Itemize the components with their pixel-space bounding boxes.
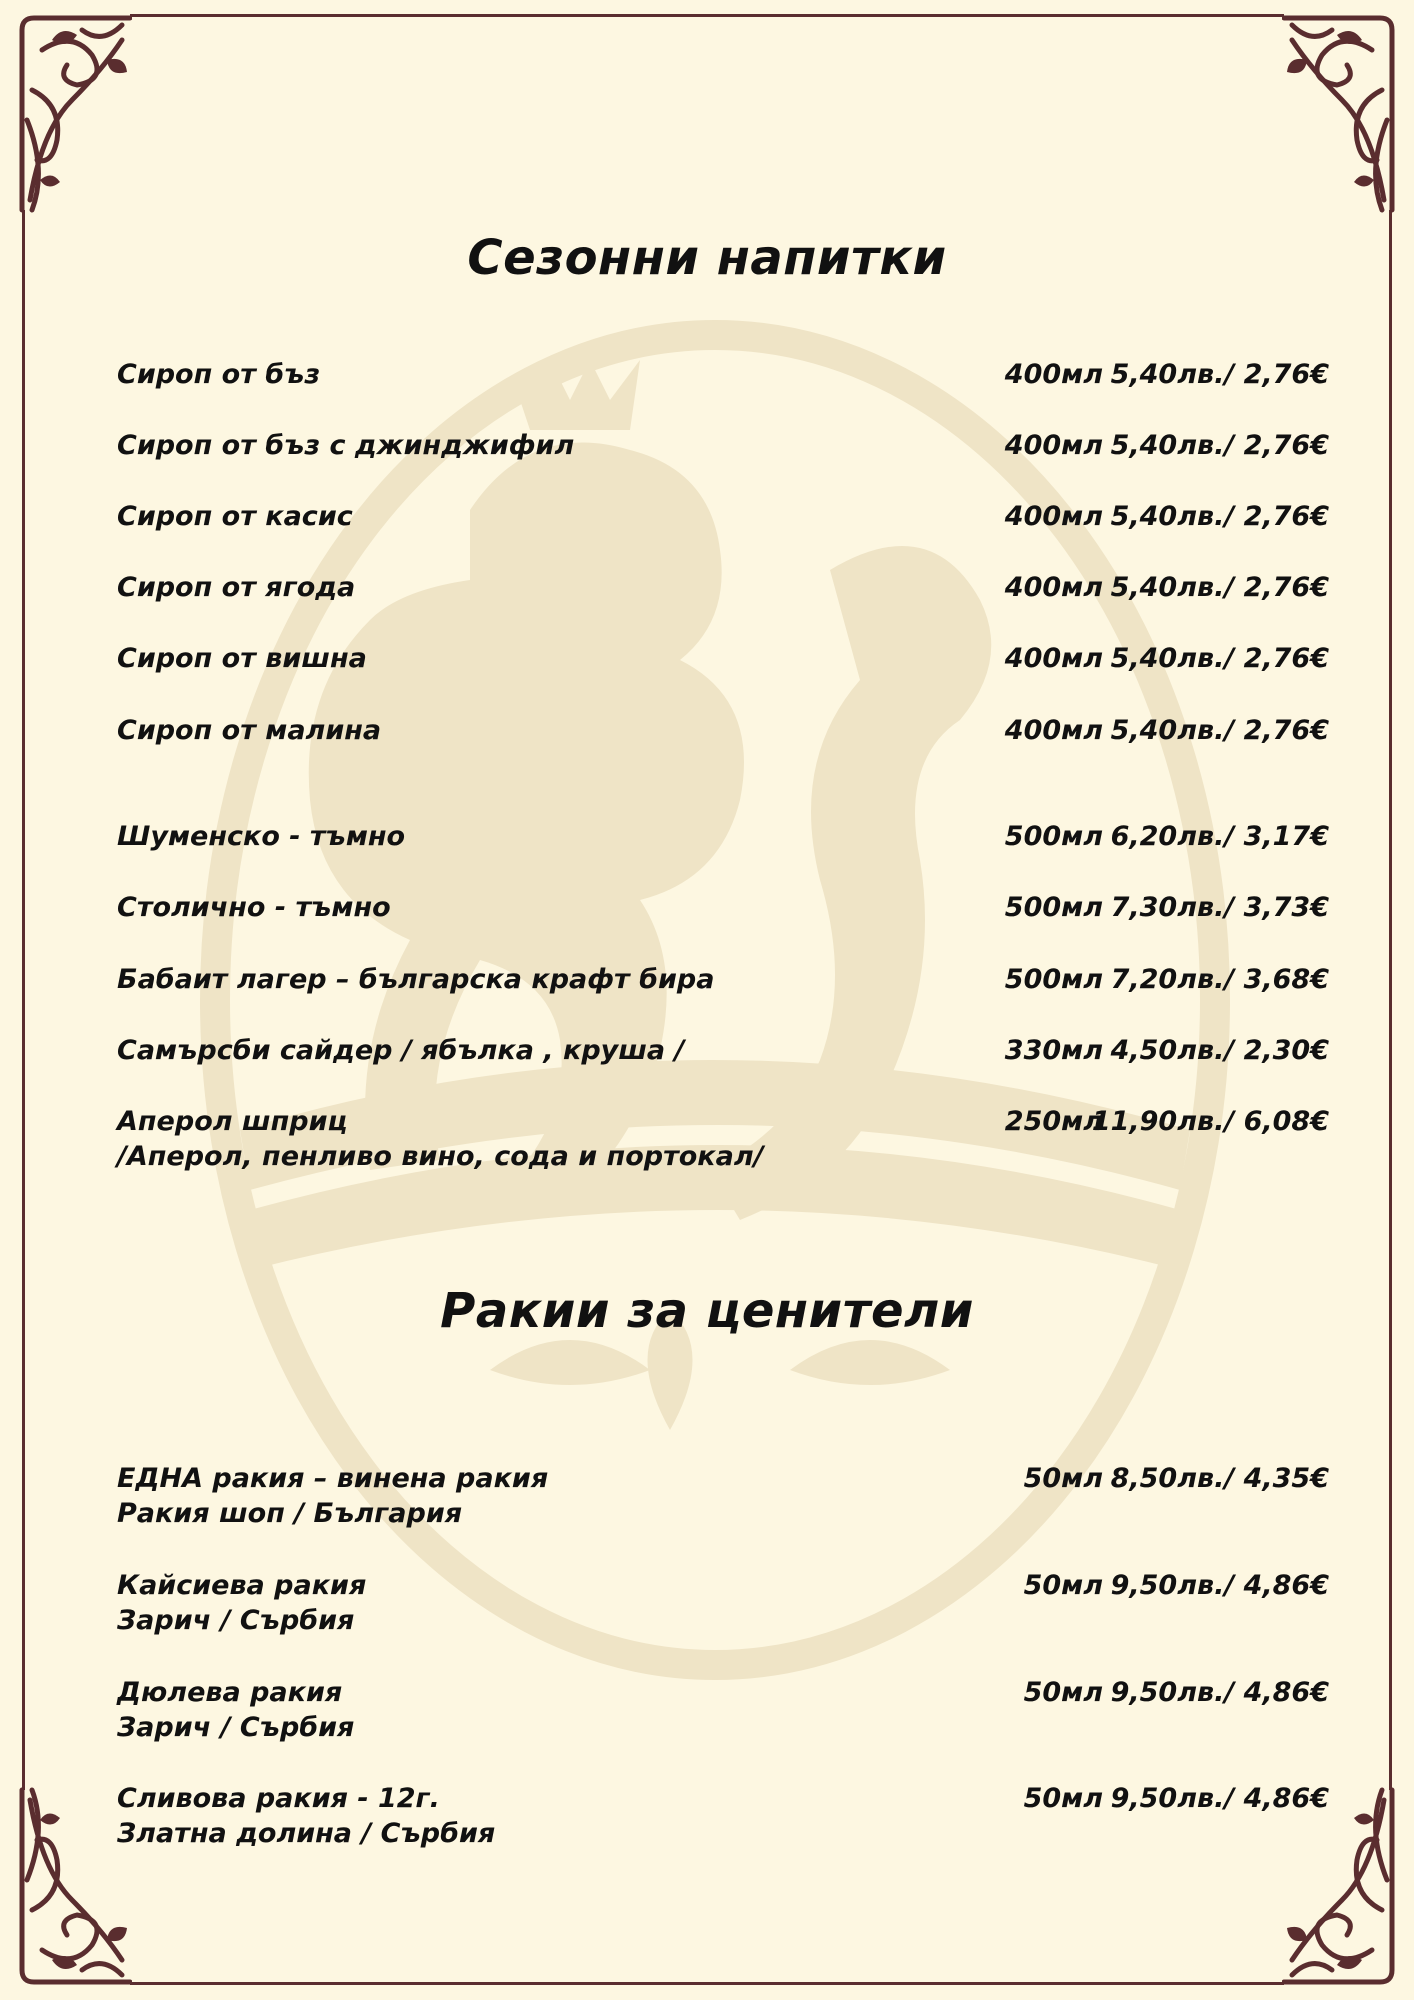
item-name: Шуменско - тъмно: [117, 821, 406, 852]
item-volume: 400мл: [1004, 715, 1103, 746]
item-volume: 50мл: [1023, 1783, 1103, 1814]
menu-item: [117, 357, 1329, 427]
item-price: 5,40лв./ 2,76€: [1110, 501, 1329, 532]
item-name: Сироп от бъз с джинджифил: [117, 430, 575, 461]
menu-item: [117, 819, 1329, 889]
item-name: ЕДНА ракия – винена ракия: [117, 1463, 549, 1494]
item-name: Бабаит лагер – българска крафт бира: [117, 964, 715, 995]
right-border-line: [1389, 210, 1392, 1790]
item-price: 7,20лв./ 3,68€: [1110, 964, 1329, 995]
item-name: Сироп от ягода: [117, 572, 356, 603]
item-price: 9,50лв./ 4,86€: [1110, 1783, 1329, 1814]
bottom-border-line: [130, 1982, 1284, 1985]
item-description: Ракия шоп / България: [117, 1498, 463, 1529]
item-price: 7,30лв./ 3,73€: [1110, 892, 1329, 923]
item-price: 8,50лв./ 4,35€: [1110, 1463, 1329, 1494]
item-name: Столично - тъмно: [117, 892, 391, 923]
top-border-line: [130, 14, 1284, 17]
item-volume: 400мл: [1004, 501, 1103, 532]
menu-item: [117, 1781, 1329, 1851]
item-name: Аперол шприц: [117, 1106, 348, 1137]
item-name: Сироп от бъз: [117, 359, 321, 390]
menu-item: [117, 1033, 1329, 1103]
item-price: 4,50лв./ 2,30€: [1110, 1035, 1329, 1066]
item-description: /Аперол, пенливо вино, сода и портокал/: [117, 1141, 764, 1172]
item-volume: 50мл: [1023, 1677, 1103, 1708]
corner-ornament-icon: [12, 10, 132, 220]
item-name: Кайсиева ракия: [117, 1570, 367, 1601]
item-name: Сироп от малина: [117, 715, 382, 746]
section-title-seasonal-drinks: Сезонни напитки: [467, 230, 947, 286]
item-name: Сироп от касис: [117, 501, 353, 532]
item-volume: 250мл: [1004, 1106, 1103, 1137]
menu-item: [117, 1461, 1329, 1531]
item-description: Зарич / Сърбия: [117, 1605, 355, 1636]
item-volume: 50мл: [1023, 1463, 1103, 1494]
left-border-line: [22, 210, 25, 1790]
item-volume: 500мл: [1004, 964, 1103, 995]
item-volume: 400мл: [1004, 359, 1103, 390]
item-price: 9,50лв./ 4,86€: [1110, 1677, 1329, 1708]
item-description: Златна долина / Сърбия: [117, 1818, 496, 1849]
item-description: Зарич / Сърбия: [117, 1712, 355, 1743]
menu-item: [117, 499, 1329, 569]
menu-item: [117, 641, 1329, 711]
item-price: 5,40лв./ 2,76€: [1110, 643, 1329, 674]
menu-item: [117, 1104, 1329, 1174]
section-title-rakia: Ракии за ценители: [440, 1283, 974, 1339]
menu-item: [117, 1675, 1329, 1745]
item-name: Самърсби сайдер / ябълка , круша /: [117, 1035, 685, 1066]
item-price: 6,20лв./ 3,17€: [1110, 821, 1329, 852]
corner-ornament-icon: [12, 1780, 132, 1990]
item-name: Сироп от вишна: [117, 643, 367, 674]
item-volume: 500мл: [1004, 821, 1103, 852]
item-name: Дюлева ракия: [117, 1677, 343, 1708]
menu-item: [117, 570, 1329, 640]
item-price: 5,40лв./ 2,76€: [1110, 715, 1329, 746]
item-volume: 330мл: [1004, 1035, 1103, 1066]
menu-item: [117, 890, 1329, 960]
item-volume: 500мл: [1004, 892, 1103, 923]
menu-item: [117, 962, 1329, 1032]
item-price: 5,40лв./ 2,76€: [1110, 359, 1329, 390]
item-name: Сливова ракия - 12г.: [117, 1783, 440, 1814]
menu-item: [117, 1568, 1329, 1638]
item-price: 5,40лв./ 2,76€: [1110, 430, 1329, 461]
menu-item: [117, 428, 1329, 498]
item-volume: 400мл: [1004, 430, 1103, 461]
item-price: 9,50лв./ 4,86€: [1110, 1570, 1329, 1601]
item-volume: 50мл: [1023, 1570, 1103, 1601]
item-price: 11,90лв./ 6,08€: [1091, 1106, 1329, 1137]
corner-ornament-icon: [1282, 10, 1402, 220]
item-volume: 400мл: [1004, 643, 1103, 674]
item-price: 5,40лв./ 2,76€: [1110, 572, 1329, 603]
item-volume: 400мл: [1004, 572, 1103, 603]
menu-item: [117, 713, 1329, 783]
